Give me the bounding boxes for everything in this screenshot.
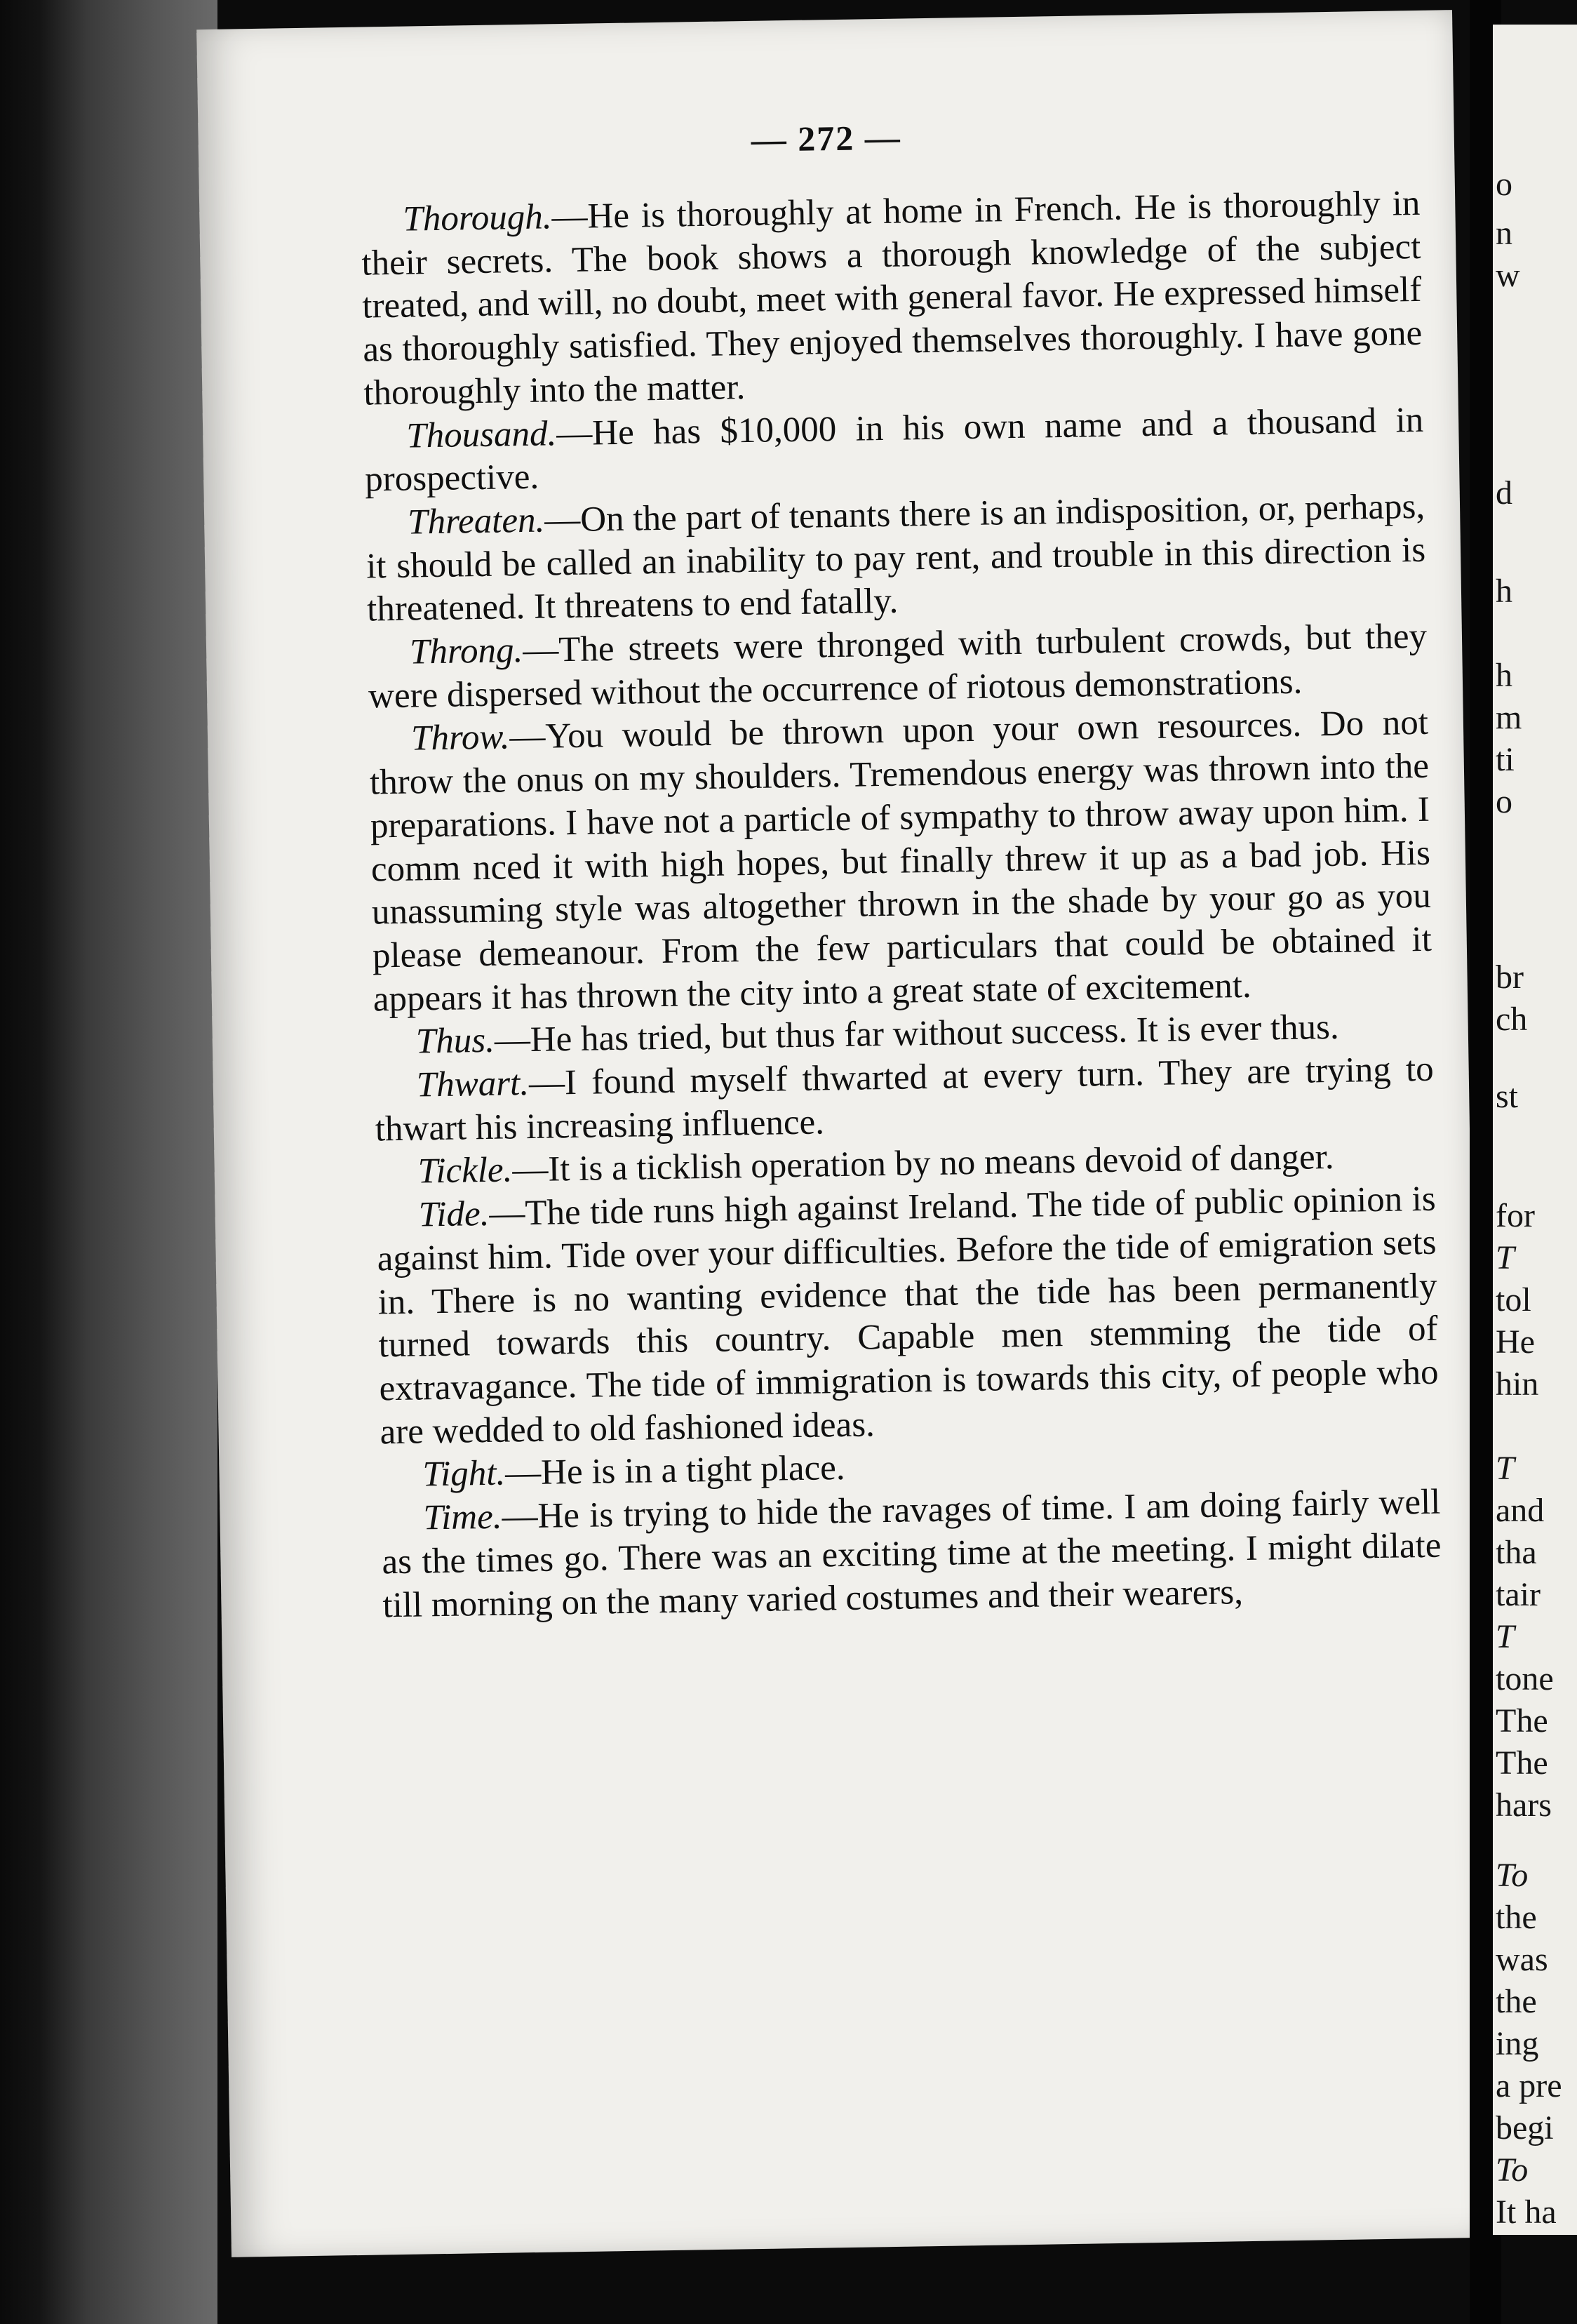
page-body	[361, 182, 1442, 1628]
facing-page	[1493, 25, 1577, 2235]
facing-page-fragment: h	[1496, 657, 1512, 694]
dictionary-entry	[361, 182, 1423, 415]
entry-text: —You would be thrown upon your own resources. Do not throw the onus on my shoulders. Tremendous energy was thrown into the preparations. I have not a particle of sympathy to throw away upon him. I comm nced it with high hopes, but finally threw it up as a bad job. His unassuming style was altogether thrown in the shade by your go as you please demeanour. From the few particulars that could be obtained it appears it has thrown the city into a great state of excitement.	[369, 703, 1432, 1020]
facing-page-fragment: He	[1496, 1323, 1535, 1361]
facing-page-fragment: o	[1496, 783, 1512, 820]
facing-page-fragment: tha	[1496, 1534, 1537, 1571]
facing-page-fragment: o	[1496, 166, 1512, 203]
dictionary-entry	[364, 399, 1425, 502]
entry-term: Tight.	[422, 1453, 506, 1495]
facing-page-fragment: The	[1496, 1744, 1548, 1782]
facing-page-fragment: br	[1496, 959, 1524, 996]
facing-page-fragment: To	[1496, 2151, 1529, 2189]
facing-page-fragment: the	[1496, 1983, 1537, 2020]
entry-text: —He is thoroughly at home in French. He is thoroughly in their secrets. The book shows a thorough knowledge of the subject treated, and will, no doubt, meet with general favor. He expressed himself as thoroughly satisfied. They enjoyed themselves thoroughly. I have gone thoroughly into the matter.	[361, 183, 1423, 413]
entry-term: Time.	[423, 1497, 502, 1538]
page-number: — 272 —	[751, 117, 902, 159]
entry-text: —He is trying to hide the ravages of time. I am doing fairly well as the times go. There was an exciting time at the meeting. I might dilate till morning on the many varied costumes and their wearers,	[382, 1482, 1442, 1625]
facing-page-fragment: tone	[1496, 1660, 1554, 1697]
facing-page-fragment: the	[1496, 1899, 1537, 1936]
entry-text: —The tide runs high against Ireland. The tide of public opinion is against him. Tide over your difficulties. Before the tide of emigration sets in. There is no wanting evidence that the tide has been permanently turned towards this country. Capable men stemming the tide of extravagance. The tide of immigration is towards this city, of people who are wedded to old fashioned ideas.	[377, 1179, 1439, 1452]
facing-page-fragment: a pre	[1496, 2067, 1562, 2104]
facing-page-fragment: hin	[1496, 1365, 1539, 1403]
facing-page-fragment: tol	[1496, 1281, 1531, 1318]
facing-page-fragment: T	[1496, 1450, 1515, 1487]
facing-page-fragment: n	[1496, 215, 1512, 252]
entry-text: —The streets were thronged with turbulent crowds, but they were dispersed without the occurrence of riotous demonstrations.	[368, 616, 1428, 716]
facing-page-fragment: begi	[1496, 2109, 1554, 2146]
facing-page-fragment: w	[1496, 257, 1520, 294]
facing-page-fragment: ch	[1496, 1001, 1528, 1038]
facing-page-fragment: st	[1496, 1078, 1519, 1115]
facing-page-fragment: ing	[1496, 2025, 1539, 2062]
facing-page-fragment: tair	[1496, 1576, 1541, 1613]
entry-term: Thus.	[415, 1021, 495, 1062]
entry-term: Tickle.	[417, 1150, 513, 1191]
entry-term: Thwart.	[416, 1064, 530, 1105]
entry-term: Tide.	[418, 1194, 490, 1235]
entry-term: Throng.	[409, 631, 523, 672]
entry-text: —I found myself thwarted at every turn. They are trying to thwart his increasing influence.	[375, 1049, 1435, 1149]
facing-page-fragment: d	[1496, 474, 1512, 512]
facing-page-fragment: The	[1496, 1702, 1548, 1739]
facing-page-fragment: T	[1496, 1239, 1515, 1276]
dictionary-entry	[381, 1481, 1442, 1628]
facing-page-fragment: To	[1496, 1857, 1529, 1894]
entry-term: Throw.	[410, 717, 510, 759]
dictionary-entry	[369, 702, 1433, 1022]
facing-page-fragment: and	[1496, 1492, 1545, 1529]
entry-text: —He has tried, but thus far without success. It is ever thus.	[494, 1008, 1340, 1061]
facing-page-fragment: for	[1496, 1197, 1535, 1234]
entry-term: Threaten.	[407, 500, 545, 542]
facing-page-fragment: It ha	[1496, 2193, 1557, 2231]
facing-page-fragment: m	[1496, 699, 1522, 736]
entry-term: Thousand.	[405, 413, 557, 456]
entry-text: —He is in a tight place.	[504, 1448, 845, 1493]
facing-page-fragment: hars	[1496, 1787, 1552, 1824]
entry-text: —He has $10,000 in his own name and a thousand in prospective.	[364, 400, 1424, 500]
facing-page-fragment: was	[1496, 1941, 1548, 1978]
entry-text: —On the part of tenants there is an indisposition, or, perhaps, it should be called an inability to pay rent, and trouble in this direction is threatened. It threatens to end fatally.	[365, 486, 1426, 629]
facing-page-fragment: h	[1496, 573, 1512, 610]
dictionary-entry	[368, 615, 1428, 719]
dictionary-entry	[376, 1178, 1440, 1455]
facing-page-fragment: T	[1496, 1618, 1515, 1655]
facing-page-fragment: ti	[1496, 741, 1515, 778]
entry-text: —It is a ticklish operation by no means devoid of danger.	[511, 1137, 1334, 1190]
book-binding-gutter	[0, 0, 217, 2324]
entry-term: Thorough.	[403, 197, 552, 239]
dictionary-entry	[365, 486, 1427, 632]
book-page	[196, 10, 1487, 2257]
dictionary-entry	[374, 1048, 1435, 1151]
